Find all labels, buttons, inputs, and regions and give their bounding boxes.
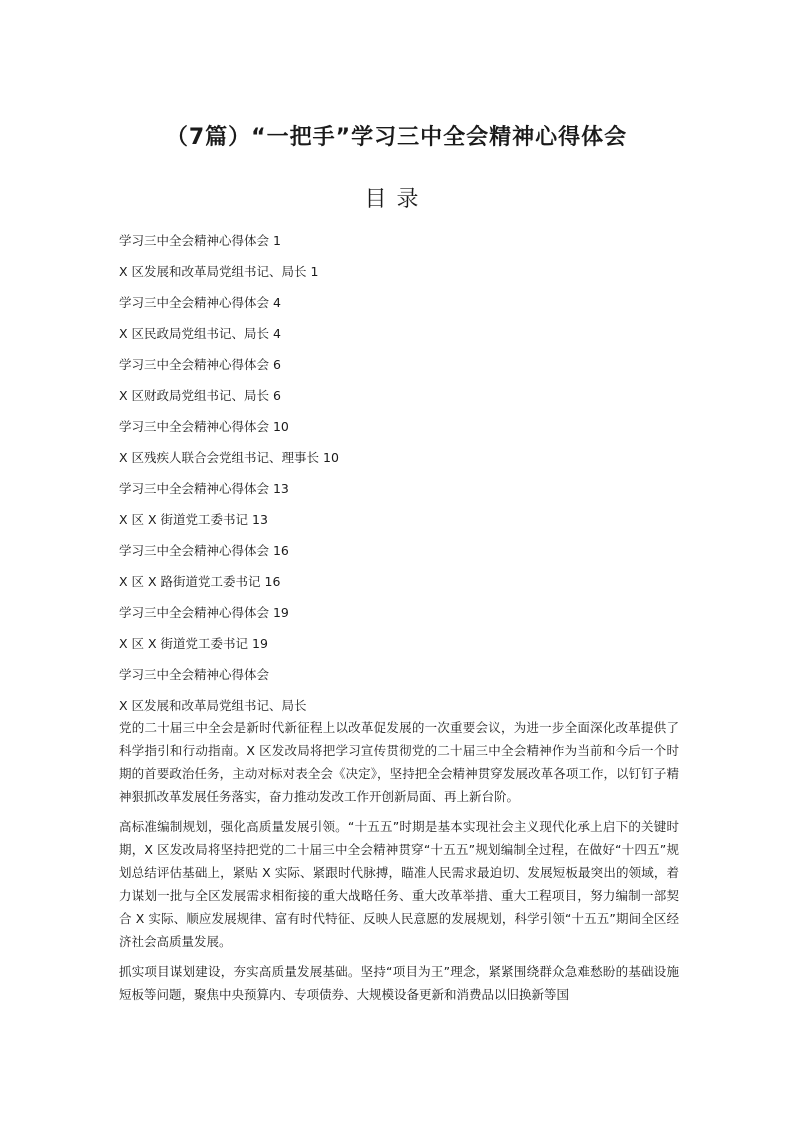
toc-item[interactable]: 学习三中全会精神心得体会 1: [119, 233, 281, 248]
toc-item[interactable]: 学习三中全会精神心得体会 19: [119, 605, 289, 620]
toc-item[interactable]: X 区财政局党组书记、局长 6: [119, 388, 281, 403]
toc-item[interactable]: 学习三中全会精神心得体会 13: [119, 481, 289, 496]
table-of-contents: [119, 229, 679, 725]
document-body: [119, 716, 679, 1013]
toc-item[interactable]: 学习三中全会精神心得体会 4: [119, 295, 281, 310]
document-title: （7篇）“一把手”学习三中全会精神心得体会: [165, 125, 628, 150]
toc-item[interactable]: X 区 X 街道党工委书记 13: [119, 512, 268, 527]
toc-item[interactable]: 学习三中全会精神心得体会 6: [119, 357, 281, 372]
toc-item[interactable]: 学习三中全会精神心得体会: [119, 667, 270, 682]
toc-item[interactable]: X 区 X 路街道党工委书记 16: [119, 574, 281, 589]
toc-item[interactable]: X 区发展和改革局党组书记、局长 1: [119, 264, 319, 279]
body-paragraph: 抓实项目谋划建设，夯实高质量发展基础。坚持“项目为王”理念，紧紧围绕群众急难愁盼的基础设施短板等问题，聚焦中央预算内、专项债券、大规模设备更新和消费品以旧换新等国: [119, 964, 679, 1002]
toc-item[interactable]: 学习三中全会精神心得体会 10: [119, 419, 289, 434]
body-paragraph: 高标准编制规划，强化高质量发展引领。“十五五”时期是基本实现社会主义现代化承上启下的关键时期，X 区发改局将坚持把党的二十届三中全会精神贯穿“十五五”规划编制全过程，在做好“十四五”规划总结评估基础上，紧贴 X 实际、紧跟时代脉搏，瞄准人民需求最迫切、发展短板最突出的领域，着力谋划一批与全区发展需求相衔接的重大战略任务、重大改革举措、重大工程项目，努力编制一部契合 X 实际、顺应发展规律、富有时代特征、反映人民意愿的发展规划，科学引领“十五五”期间全区经济社会高质量发展。: [119, 819, 679, 949]
toc-item[interactable]: X 区残疾人联合会党组书记、理事长 10: [119, 450, 339, 465]
toc-heading: 目录: [364, 187, 429, 212]
toc-item[interactable]: 学习三中全会精神心得体会 16: [119, 543, 289, 558]
toc-item[interactable]: X 区民政局党组书记、局长 4: [119, 326, 281, 341]
toc-item[interactable]: X 区 X 街道党工委书记 19: [119, 636, 268, 651]
body-paragraph: 党的二十届三中全会是新时代新征程上以改革促发展的一次重要会议，为进一步全面深化改革提供了科学指引和行动指南。X 区发改局将把学习宣传贯彻党的二十届三中全会精神作为当前和今后一个时期的首要政治任务，主动对标对表全会《决定》，坚持把全会精神贯穿发展改革各项工作，以钉钉子精神狠抓改革发展任务落实，奋力推动发改工作开创新局面、再上新台阶。: [119, 720, 679, 804]
toc-item[interactable]: X 区发展和改革局党组书记、局长: [119, 698, 307, 713]
